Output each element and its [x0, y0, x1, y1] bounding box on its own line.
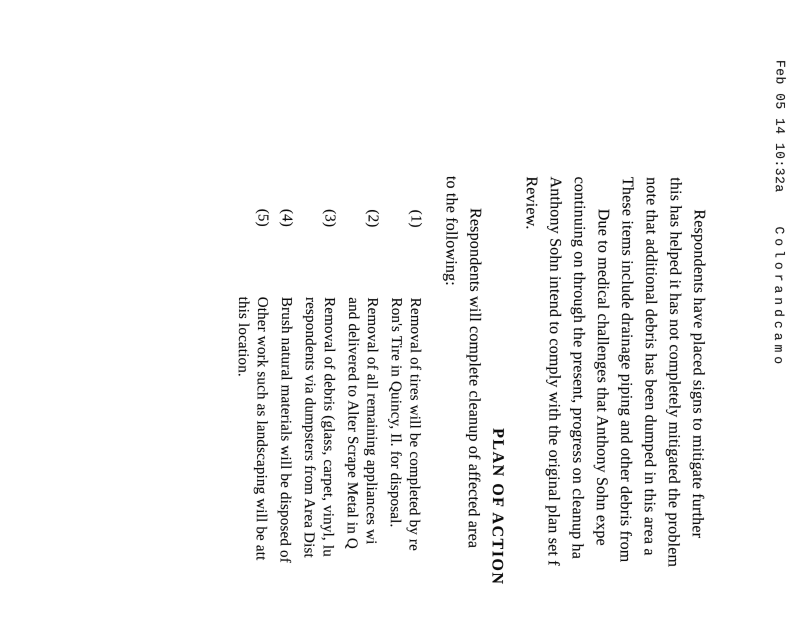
item-line: Removal of all remaining appliances wi	[362, 297, 381, 545]
body-line: to the following:	[442, 175, 460, 286]
item-number: (3)	[321, 209, 338, 228]
item-line: respondents via dumpsters from Area Dist	[300, 296, 319, 558]
fax-sender-name: Colorandcamo	[770, 226, 787, 369]
fax-timestamp: Feb 05 14 10:32a	[771, 59, 788, 193]
body-line: Anthony Sohn intend to comply with the original plan set f	[544, 176, 564, 566]
body-line: Respondents will complete cleanup of affected area	[464, 207, 484, 549]
item-line: Removal of tires will be completed by re	[405, 297, 424, 552]
item-line: Ron's Tire in Quincy, Il. for disposal.	[386, 297, 405, 528]
item-line: Brush natural materials will be disposed of	[276, 296, 295, 563]
item-text	[297, 297, 339, 618]
item-text	[383, 297, 425, 618]
body-line: Due to medical challenges that Anthony Sohn expe	[592, 208, 612, 546]
item-text	[273, 297, 296, 618]
item-text	[230, 297, 272, 618]
list-item	[297, 0, 340, 618]
body-line: this has helped it has not completely mitigated the problem	[664, 177, 684, 568]
list-item	[273, 0, 297, 618]
fax-header-line	[771, 60, 788, 368]
body-line: Review.	[522, 176, 540, 230]
item-line: Other work such as landscaping will be att	[252, 296, 271, 561]
item-line: Removal of debris (glass, carpet, vinyl, lu	[319, 297, 338, 557]
body-line: These items include drainage piping and other debris from	[616, 176, 636, 563]
item-number: (5)	[254, 208, 271, 227]
item-number: (4)	[278, 208, 295, 228]
item-line: and delivered to Alter Scrape Metal in Q	[343, 297, 362, 549]
plan-of-action-heading: PLAN OF ACTION	[488, 428, 507, 586]
document-body	[225, 0, 712, 618]
list-item	[230, 0, 273, 618]
list-item	[340, 0, 383, 618]
item-number: (2)	[364, 209, 381, 228]
body-line: note that additional debris has been dumped in this area a	[640, 177, 660, 556]
item-text	[340, 297, 382, 618]
plan-action-list	[230, 0, 426, 618]
list-item	[383, 0, 426, 618]
item-line: this location.	[234, 296, 252, 377]
body-line: continuing on through the present, progress on cleanup ha	[568, 176, 588, 560]
item-number: (1)	[407, 209, 424, 228]
body-line: Respondents have placed signs to mitigate further	[688, 209, 708, 539]
